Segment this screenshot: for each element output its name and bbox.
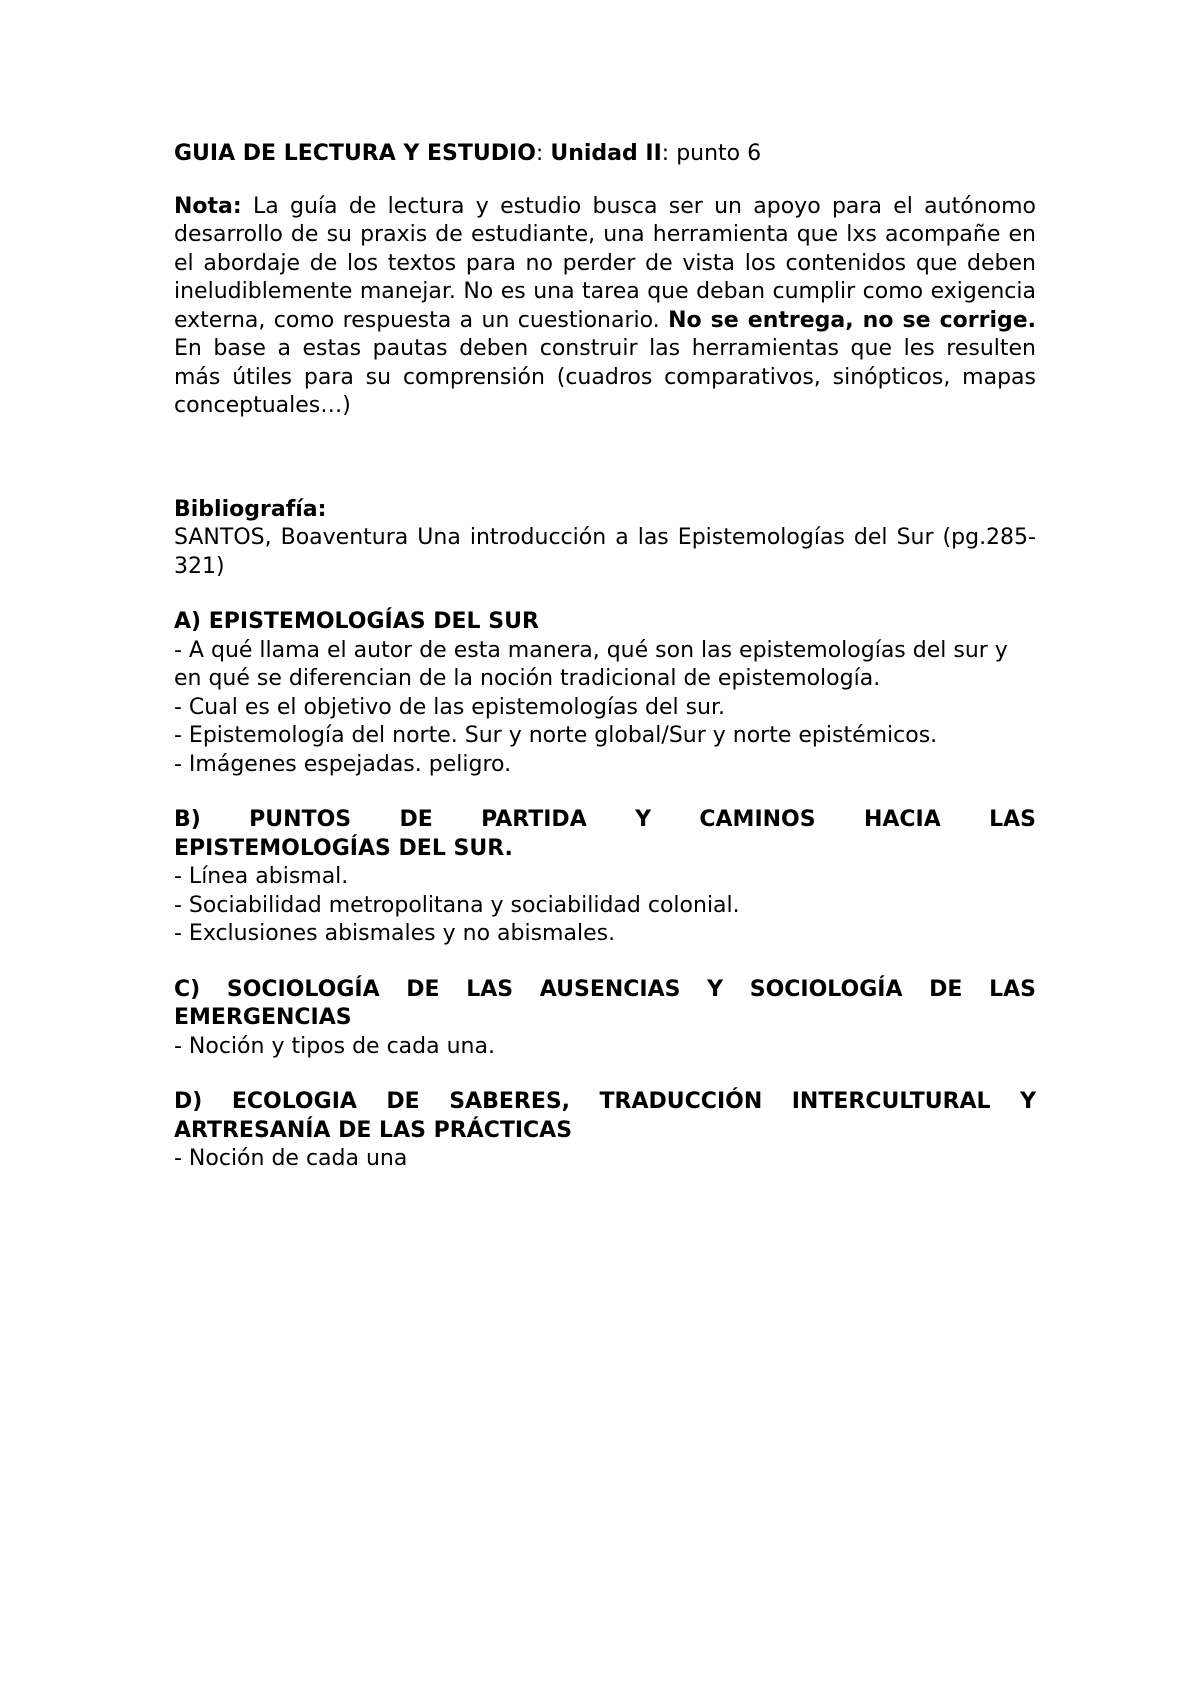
section-a-item: - Imágenes espejadas. peligro. xyxy=(174,751,512,777)
section-c-title xyxy=(174,976,1036,1033)
section-d-title xyxy=(174,1088,1036,1145)
title-unit: Unidad II xyxy=(550,141,662,166)
title-separator-2: : xyxy=(661,141,677,166)
section-b xyxy=(174,806,1036,949)
section-d-item: - Noción de cada una xyxy=(174,1146,408,1171)
section-b-item: - Exclusiones abismales y no abismales. xyxy=(174,921,616,946)
title-guide: GUIA DE LECTURA Y ESTUDIO xyxy=(174,141,536,166)
note-text-1: La guía de lectura y estudio busca ser un apoyo para el autónomo desarrollo de su praxis de estudiante, una herramienta que lxs acompañe en el abordaje de los textos para no perder de vista los contenidos que deben ineludiblemente manejar. No es una tarea que deban cumplir como exigencia externa, como respuesta a un cuestionario. xyxy=(174,193,1036,333)
note-paragraph xyxy=(174,193,1036,421)
note-emphasis: No se entrega, no se corrige. xyxy=(668,307,1037,333)
section-b-title-line-2: EPISTEMOLOGÍAS DEL SUR. xyxy=(174,835,513,861)
section-b-title xyxy=(174,806,1036,863)
section-a-title: A) EPISTEMOLOGÍAS DEL SUR xyxy=(174,609,539,634)
bibliography-reference: SANTOS, Boaventura Una introducción a las Epistemologías del Sur (pg.285-321) xyxy=(174,525,1036,579)
bibliography-heading xyxy=(174,496,1036,525)
section-a xyxy=(174,608,1036,779)
section-d xyxy=(174,1088,1036,1174)
note-label: Nota: xyxy=(174,193,242,219)
section-d-title-line-2: ARTRESANÍA DE LAS PRÁCTICAS xyxy=(174,1117,573,1143)
document-title xyxy=(174,140,1036,169)
section-b-item: - Línea abismal. xyxy=(174,864,349,889)
document-page xyxy=(174,140,1036,1174)
title-point: punto 6 xyxy=(676,141,762,166)
section-c-title-line-2: EMERGENCIAS xyxy=(174,1005,352,1030)
bibliography-heading-text: Bibliografía: xyxy=(174,496,327,522)
section-a-item: - A qué llama el autor de esta manera, qué son las epistemologías del sur y en qué se diferencian de la noción tradicional de epistemología. xyxy=(174,637,1008,691)
section-b-item: - Sociabilidad metropolitana y sociabilidad colonial. xyxy=(174,892,740,918)
section-c-title-line-1: C) SOCIOLOGÍA DE LAS AUSENCIAS Y SOCIOLOGÍA DE LAS xyxy=(174,976,1036,1002)
title-separator-1: : xyxy=(535,141,551,166)
note-text-2: En base a estas pautas deben construir las herramientas que les resulten más útiles para su comprensión (cuadros comparativos, sinópticos, mapas conceptuales…) xyxy=(174,336,1036,418)
section-c-item: - Noción y tipos de cada una. xyxy=(174,1033,495,1059)
section-b-title-line-1: B) PUNTOS DE PARTIDA Y CAMINOS HACIA LAS xyxy=(174,807,1036,832)
section-d-title-line-1: D) ECOLOGIA DE SABERES, TRADUCCIÓN INTERCULTURAL Y xyxy=(174,1089,1036,1114)
section-a-item: - Epistemología del norte. Sur y norte global/Sur y norte epistémicos. xyxy=(174,723,938,748)
section-a-item: - Cual es el objetivo de las epistemologías del sur. xyxy=(174,694,726,720)
section-c xyxy=(174,976,1036,1062)
